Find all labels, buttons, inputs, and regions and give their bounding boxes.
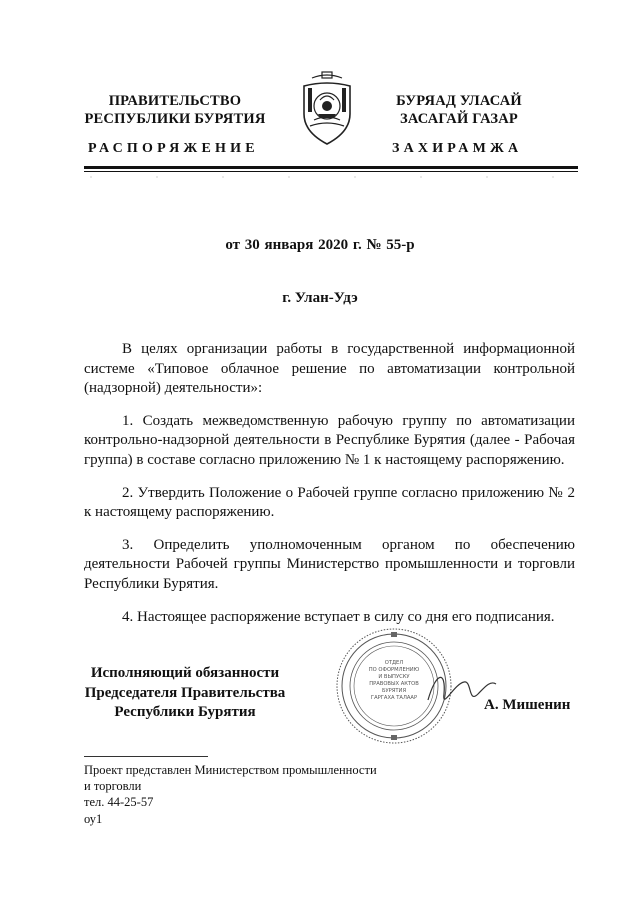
document-code: оу1 [84,812,103,826]
document-city: г. Улан-Удэ [282,290,358,306]
body-paragraph: 4. Настоящее распоряжение вступает в силу со дня его подписания. [122,608,555,625]
document-date-number: от 30 января 2020 г. № 55-р [225,237,415,253]
header-left-org [80,92,270,128]
header-left-line1: ПРАВИТЕЛЬСТВО [108,93,242,109]
header-rule-thin [84,171,578,172]
footnote [84,762,377,810]
header-rule-thick [84,166,578,169]
svg-text:И ВЫПУСКУ: И ВЫПУСКУ [378,674,410,680]
header-right-line2: ЗАСАГАЙ ГАЗАР [400,111,518,127]
svg-text:БУРЯТИЯ: БУРЯТИЯ [381,688,407,694]
header-dotted-line [84,174,578,180]
signatory-position-line3: Республики Бурятия [114,704,256,720]
doctype-left: РАСПОРЯЖЕНИЕ [88,141,259,156]
signatory-position-line1: Исполняющий обязанности [90,665,280,681]
footnote-line2: и торговли [84,779,142,793]
svg-text:ПО ОФОРМЛЕНИЮ: ПО ОФОРМЛЕНИЮ [368,667,420,673]
doctype-right: ЗАХИРАМЖА [392,141,523,156]
svg-text:ОТДЕЛ: ОТДЕЛ [384,660,404,666]
header-right-line1: БУРЯАД УЛАСАЙ [396,93,522,109]
header-left-line2: РЕСПУБЛИКИ БУРЯТИЯ [84,111,266,127]
svg-text:ПРАВОВЫХ АКТОВ: ПРАВОВЫХ АКТОВ [369,681,419,687]
body-paragraph: 3. Определить уполномоченным органом по обеспечению деятельности Рабочей группы Министерство промышленности и торговли Республики Бурятия. [84,536,575,592]
signatory-position-line2: Председателя Правительства [84,684,286,701]
signatory-name: А. Мишенин [484,697,571,713]
footnote-line1: Проект представлен Министерством промышленности [84,763,377,777]
body-paragraph: 2. Утвердить Положение о Рабочей группе согласно приложению № 2 к настоящему распоряжению. [84,484,575,521]
body-paragraph: 1. Создать межведомственную рабочую группу по автоматизации контрольно-надзорной деятельности в Республике Бурятия (далее - Рабочая группа) в составе согласно приложению № 1 к настоящему распоряжению. [84,412,575,468]
footnote-phone: тел. 44-25-57 [84,795,154,809]
document-body [84,340,575,627]
body-paragraph: В целях организации работы в государственной информационной системе «Типовое облачное решение по автоматизации контрольной (надзорной) деятельности»: [84,341,575,397]
signatory-position [64,664,306,723]
footnote-rule [84,756,208,757]
coat-of-arms-icon [298,70,356,148]
header-right-org [384,92,534,128]
svg-text:ГАРГАХА ТАЛААР: ГАРГАХА ТАЛААР [370,695,418,701]
